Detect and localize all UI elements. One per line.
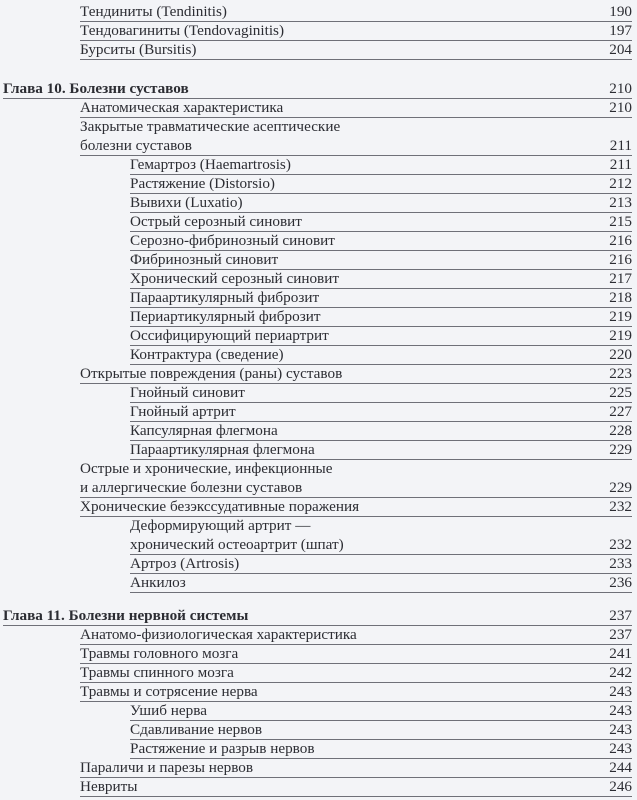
toc-entry-page: 237 bbox=[609, 626, 632, 643]
toc-entry bbox=[130, 573, 632, 593]
toc-entry-page: 211 bbox=[609, 137, 632, 154]
toc-entry-label: Травмы и сотрясение нерва bbox=[80, 683, 258, 700]
toc-entry bbox=[80, 98, 632, 118]
toc-entry-label: Капсулярная флегмона bbox=[130, 422, 278, 439]
toc-entry bbox=[130, 345, 632, 365]
toc-entry-label: Анкилоз bbox=[130, 574, 186, 591]
toc-entry bbox=[80, 644, 632, 664]
toc-entry-label: Открытые повреждения (раны) суставов bbox=[80, 365, 343, 382]
toc-entry-page: 213 bbox=[609, 194, 632, 211]
toc-entry bbox=[130, 174, 632, 194]
chapter-title: Глава 10. Болезни суставов bbox=[3, 80, 189, 97]
toc-entry-page: 237 bbox=[609, 607, 632, 624]
toc-entry-page: 211 bbox=[609, 156, 632, 173]
toc-entry bbox=[130, 516, 632, 535]
toc-entry-page: 232 bbox=[609, 536, 632, 553]
toc-entry-label: Параличи и парезы нервов bbox=[80, 759, 254, 776]
toc-entry bbox=[80, 625, 632, 645]
toc-entry-page: 225 bbox=[609, 384, 632, 401]
toc-entry bbox=[80, 364, 632, 384]
toc-entry bbox=[130, 250, 632, 270]
toc-entry bbox=[130, 307, 632, 327]
toc-entry bbox=[80, 40, 632, 60]
toc-entry bbox=[130, 720, 632, 740]
toc-entry-label: Хронический серозный синовит bbox=[130, 270, 339, 287]
toc-entry bbox=[80, 777, 632, 797]
toc-entry bbox=[80, 682, 632, 702]
toc-entry-label: Острый серозный синовит bbox=[130, 213, 302, 230]
toc-entry-page: 197 bbox=[609, 22, 632, 39]
toc-entry bbox=[130, 288, 632, 308]
toc-entry-label: Анатомическая характеристика bbox=[80, 99, 284, 116]
toc-entry-label: Оссифицирующий периартрит bbox=[130, 327, 329, 344]
toc-entry-page: 210 bbox=[609, 99, 632, 116]
toc-entry-page: 216 bbox=[609, 251, 632, 268]
toc-entry-page: 233 bbox=[609, 555, 632, 572]
toc-entry-label: Контрактура (сведение) bbox=[130, 346, 284, 363]
toc-entry-page: 218 bbox=[609, 289, 632, 306]
toc-entry-label: Артроз (Artrosis) bbox=[130, 555, 240, 572]
toc-entry bbox=[80, 663, 632, 683]
toc-entry-label: Гнойный артрит bbox=[130, 403, 236, 420]
toc-entry-page: 190 bbox=[609, 3, 632, 20]
toc-entry-page: 242 bbox=[609, 664, 632, 681]
toc-entry-page: 241 bbox=[609, 645, 632, 662]
chapter-heading bbox=[3, 79, 632, 99]
toc-entry-label: Растяжение и разрыв нервов bbox=[130, 740, 315, 757]
toc-entry-label: Гемартроз (Haemartrosis) bbox=[130, 156, 291, 173]
toc-entry-label: Острые и хронические, инфекционные bbox=[80, 460, 333, 477]
toc-entry bbox=[80, 758, 632, 778]
chapter-heading bbox=[3, 606, 632, 626]
toc-entry bbox=[80, 497, 632, 517]
toc-entry-page: 228 bbox=[609, 422, 632, 439]
toc-entry-label: Травмы головного мозга bbox=[80, 645, 239, 662]
toc-entry-label: Анатомо-физиологическая характеристика bbox=[80, 626, 357, 643]
toc-entry-label: Гнойный синовит bbox=[130, 384, 245, 401]
toc-entry-label: Ушиб нерва bbox=[130, 702, 207, 719]
toc-entry bbox=[80, 117, 632, 136]
toc-entry bbox=[130, 554, 632, 574]
toc-entry-label: Растяжение (Distorsio) bbox=[130, 175, 275, 192]
toc-entry-label: Бурситы (Bursitis) bbox=[80, 41, 197, 58]
toc-entry-page: 244 bbox=[609, 759, 632, 776]
toc-entry bbox=[130, 421, 632, 441]
toc-entry-page: 223 bbox=[609, 365, 632, 382]
toc-entry-page: 243 bbox=[609, 683, 632, 700]
toc-entry-label: Параартикулярный фиброзит bbox=[130, 289, 320, 306]
toc-entry bbox=[80, 459, 632, 478]
toc-entry-page: 204 bbox=[609, 41, 632, 58]
toc-entry bbox=[130, 535, 632, 555]
toc-entry bbox=[130, 231, 632, 251]
toc-entry-label: хронический остеоартрит (шпат) bbox=[130, 536, 344, 553]
toc-entry-page: 243 bbox=[609, 740, 632, 757]
toc-entry-page: 236 bbox=[609, 574, 632, 591]
toc-entry-page: 243 bbox=[609, 702, 632, 719]
toc-entry-label: Параартикулярная флегмона bbox=[130, 441, 315, 458]
chapter-title: Глава 11. Болезни нервной системы bbox=[3, 607, 249, 624]
toc-entry-label: Сдавливание нервов bbox=[130, 721, 263, 738]
toc-entry-label: Тендиниты (Tendinitis) bbox=[80, 3, 227, 20]
toc-entry bbox=[130, 269, 632, 289]
toc-entry-page: 229 bbox=[609, 441, 632, 458]
toc-entry-label: Серозно-фибринозный синовит bbox=[130, 232, 335, 249]
toc-entry-label: Закрытые травматические асептические bbox=[80, 118, 341, 135]
toc-entry-page: 219 bbox=[609, 308, 632, 325]
toc-entry-page: 229 bbox=[609, 479, 632, 496]
toc-entry-label: Периартикулярный фиброзит bbox=[130, 308, 321, 325]
toc-entry-page: 246 bbox=[609, 778, 632, 795]
toc-entry bbox=[130, 701, 632, 721]
toc-entry bbox=[130, 383, 632, 403]
toc-entry-page: 243 bbox=[609, 721, 632, 738]
toc-entry-page: 220 bbox=[609, 346, 632, 363]
toc-entry-label: Вывихи (Luxatio) bbox=[130, 194, 243, 211]
toc-entry-label: Хронические безэкссудативные поражения bbox=[80, 498, 360, 515]
toc-entry bbox=[130, 326, 632, 346]
toc-entry-page: 232 bbox=[609, 498, 632, 515]
toc-entry bbox=[130, 212, 632, 232]
toc-entry-page: 217 bbox=[609, 270, 632, 287]
toc-entry bbox=[80, 2, 632, 22]
toc-entry-label: Травмы спинного мозга bbox=[80, 664, 234, 681]
toc-entry-label: Деформирующий артрит — bbox=[130, 517, 311, 534]
toc-entry bbox=[80, 21, 632, 41]
toc-entry-label: болезни суставов bbox=[80, 137, 192, 154]
toc-entry-page: 227 bbox=[609, 403, 632, 420]
toc-entry bbox=[130, 155, 632, 175]
toc-entry-page: 219 bbox=[609, 327, 632, 344]
toc-entry-label: Невриты bbox=[80, 778, 138, 795]
toc-entry-page: 212 bbox=[609, 175, 632, 192]
toc-entry bbox=[80, 136, 632, 156]
toc-entry bbox=[130, 440, 632, 460]
toc-entry-page: 216 bbox=[609, 232, 632, 249]
toc-entry-page: 215 bbox=[609, 213, 632, 230]
toc-entry-label: Тендовагиниты (Tendovaginitis) bbox=[80, 22, 285, 39]
toc-entry bbox=[130, 739, 632, 759]
toc-entry bbox=[80, 478, 632, 498]
toc-entry bbox=[130, 402, 632, 422]
toc-entry-label: Фибринозный синовит bbox=[130, 251, 279, 268]
toc-entry-page: 210 bbox=[609, 80, 632, 97]
toc-entry-label: и аллергические болезни суставов bbox=[80, 479, 303, 496]
toc-entry bbox=[130, 193, 632, 213]
